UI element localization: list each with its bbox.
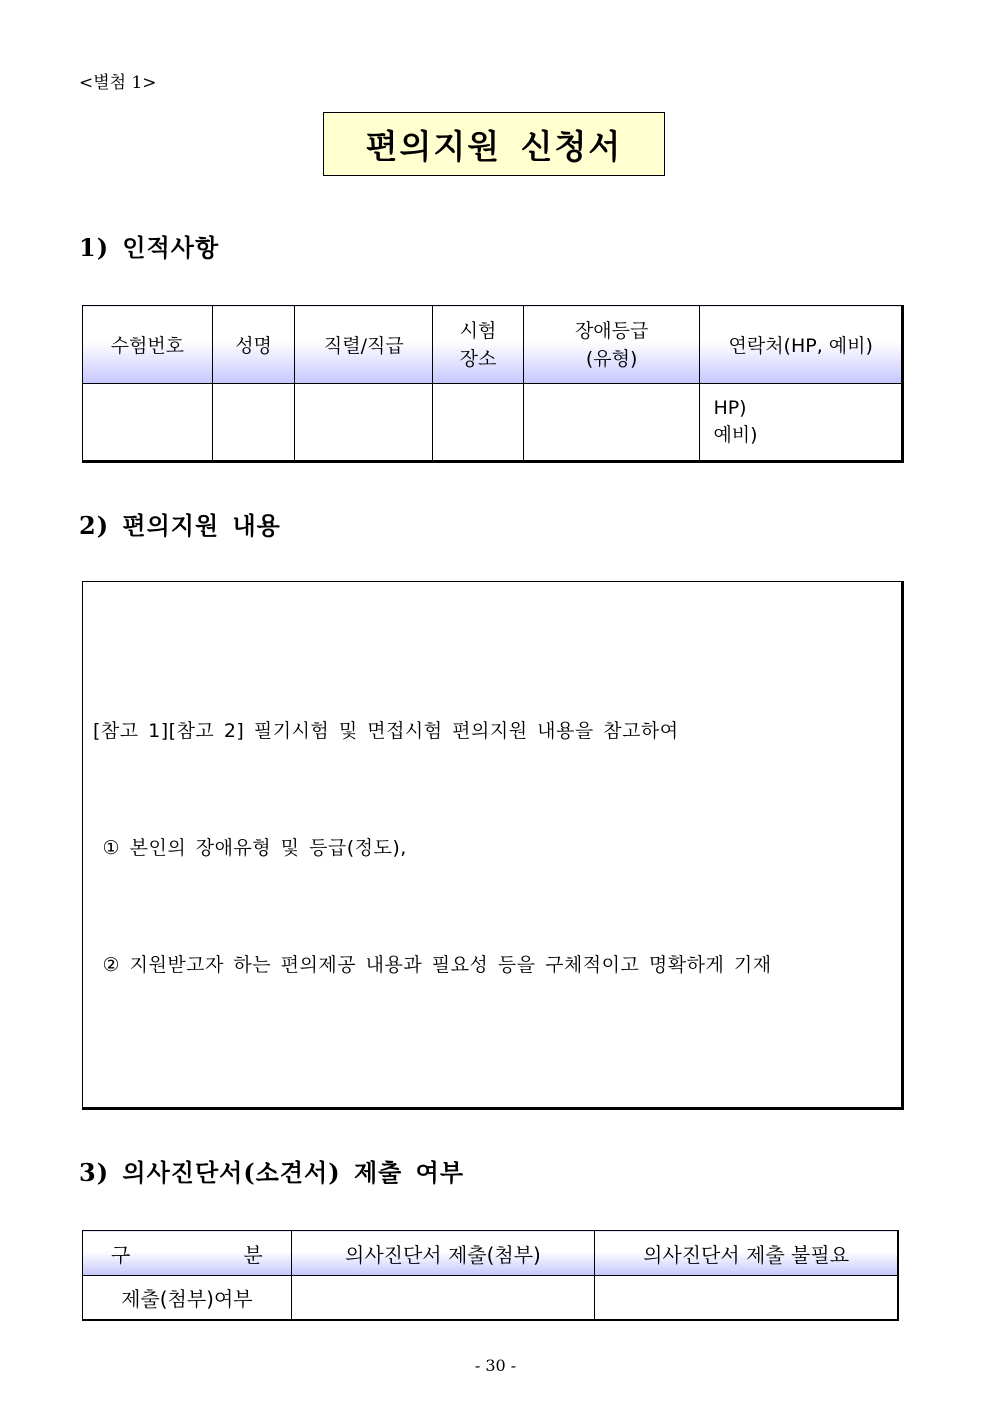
diagnosis-row-label: 제출(첨부)여부: [83, 1276, 292, 1321]
contact-hp-label: HP): [713, 397, 747, 419]
header-not-required: 의사진단서 제출 불필요: [595, 1231, 898, 1276]
name-cell[interactable]: [212, 384, 295, 462]
header-submitted: 의사진단서 제출(첨부): [291, 1231, 594, 1276]
job-series-cell[interactable]: [295, 384, 433, 462]
support-guide-line1: [참고 1][참고 2] 필기시험 및 면접시험 편의지원 내용을 참고하여: [93, 720, 679, 742]
section-title-support: 2) 편의지원 내용: [79, 511, 281, 540]
header-exam-site-line1: 시험: [459, 319, 497, 342]
personal-info-table: [82, 305, 904, 463]
header-contact: 연락처(HP, 예비): [700, 306, 903, 384]
header-exam-site: [433, 306, 524, 384]
support-guide-text: [93, 634, 772, 1063]
header-category-right: 분: [243, 1242, 263, 1267]
support-content-box[interactable]: [82, 581, 904, 1110]
personal-info-input-row: [83, 384, 903, 462]
page-number: - 30 -: [474, 1356, 517, 1375]
header-disability-line2: (유형): [585, 347, 638, 370]
personal-info-header-row: [83, 306, 903, 384]
support-guide-line2: ① 본인의 장애유형 및 등급(정도),: [93, 837, 407, 859]
exam-number-cell[interactable]: [83, 384, 213, 462]
exam-site-cell[interactable]: [433, 384, 524, 462]
header-disability: [523, 306, 700, 384]
contact-alt-label: 예비): [713, 424, 758, 446]
diagnosis-input-row: [83, 1276, 899, 1321]
header-exam-site-line2: 장소: [459, 347, 497, 370]
form-title: 편의지원 신청서: [365, 126, 623, 166]
diagnosis-table: [82, 1230, 899, 1321]
attachment-label: <별첨 1>: [79, 73, 157, 93]
header-name: 성명: [212, 306, 295, 384]
header-job-series: 직렬/직급: [295, 306, 433, 384]
submitted-cell[interactable]: [291, 1276, 594, 1321]
support-guide-line3: ② 지원받고자 하는 편의제공 내용과 필요성 등을 구체적이고 명확하게 기재: [93, 954, 772, 976]
diagnosis-header-row: [83, 1231, 899, 1276]
header-category-left: 구: [111, 1242, 131, 1267]
header-category: [83, 1231, 292, 1276]
header-exam-number: 수험번호: [83, 306, 213, 384]
form-title-box: [323, 112, 665, 176]
section-title-diagnosis: 3) 의사진단서(소견서) 제출 여부: [79, 1158, 465, 1187]
not-required-cell[interactable]: [595, 1276, 898, 1321]
section-title-personal: 1) 인적사항: [79, 233, 220, 262]
disability-cell[interactable]: [523, 384, 700, 462]
header-disability-line1: 장애등급: [574, 319, 649, 342]
contact-cell[interactable]: [700, 384, 903, 462]
